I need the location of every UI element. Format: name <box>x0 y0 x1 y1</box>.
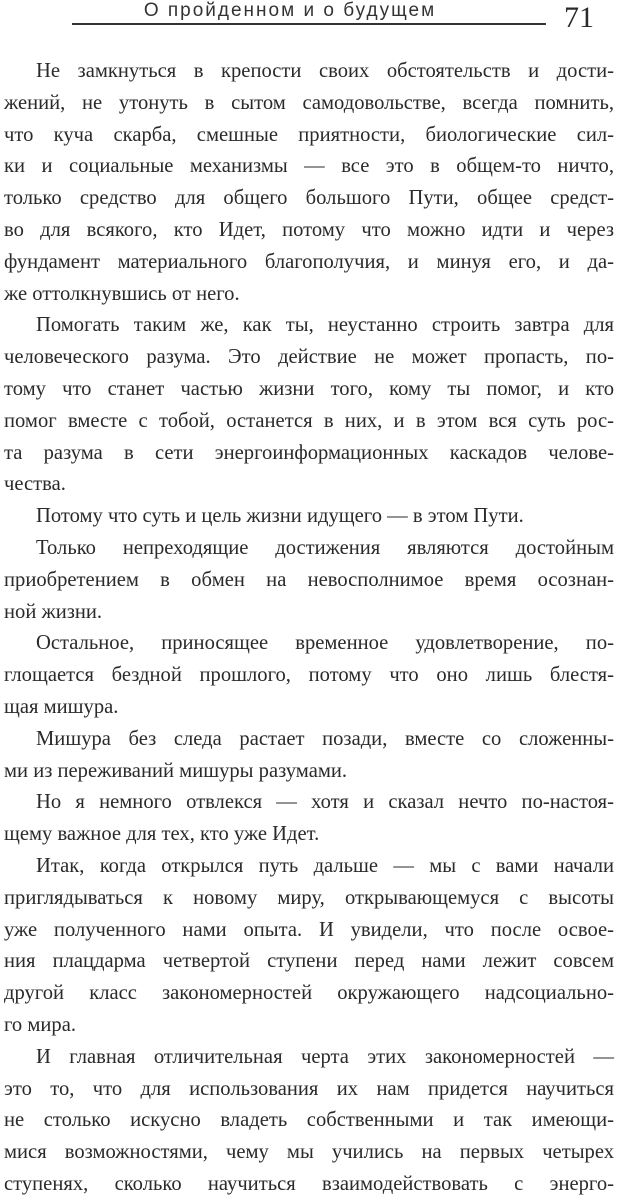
text-line: уже полученного нами опыта. И увидели, что после освое- <box>4 918 614 941</box>
text-line: помог вместе с тобой, останется в них, и в этом вся суть рос- <box>4 409 614 432</box>
text-line: только средство для общего большого Пути, общее средст- <box>4 187 614 210</box>
text-line: щему важное для тех, кто уже Идет. <box>4 823 320 846</box>
text-line: фундамент материального благополучия, и минуя его, и да- <box>4 250 614 273</box>
text-line: чества. <box>4 473 66 496</box>
page-number: 71 <box>564 1 594 34</box>
text-line: Потому что суть и цель жизни идущего — в этом Пути. <box>36 505 524 528</box>
text-line: щая мишура. <box>4 695 119 718</box>
text-line: ния плацдарма четвертой ступени перед нами лежит совсем <box>4 950 614 973</box>
text-line: тому что станет частью жизни того, кому ты помог, и кто <box>4 377 614 400</box>
text-line: не столько искусно владеть собственными и так имеющи- <box>4 1109 614 1132</box>
text-line: ми из переживаний мишуры разумами. <box>4 759 348 782</box>
running-title: О пройденном и о будущем <box>143 0 437 21</box>
text-line: другой класс закономерностей окружающего надсоциально- <box>4 982 614 1005</box>
text-line: И главная отличительная черта этих закономерностей — <box>36 1045 614 1068</box>
text-line: глощается бездной прошлого, потому что оно лишь блестя- <box>4 664 614 687</box>
text-line: человеческого разума. Это действие не может пропасть, по- <box>4 346 614 369</box>
text-line: Мишура без следа растает позади, вместе со сложенны- <box>36 727 614 750</box>
text-line: го мира. <box>4 1013 77 1036</box>
text-line: мися возможностями, чему мы учились на первых четырех <box>4 1141 614 1164</box>
text-line: Остальное, приносящее временное удовлетворение, по- <box>36 632 614 655</box>
text-line: Итак, когда открылся путь дальше — мы с вами начали <box>36 854 614 877</box>
text-line: Помогать таким же, как ты, неустанно строить завтра для <box>36 314 614 337</box>
text-line: во для всякого, кто Идет, потому что можно идти и через <box>4 218 614 241</box>
header-rule <box>72 23 546 25</box>
text-line: ступенях, сколько научиться взаимодействовать с энерго- <box>4 1172 614 1195</box>
text-line: жений, не утонуть в сытом самодовольстве, всегда помнить, <box>4 91 614 114</box>
page-header <box>0 0 620 40</box>
text-line: приобретением в обмен на невосполнимое время осознан- <box>4 568 614 591</box>
text-line: ной жизни. <box>4 600 103 623</box>
text-line: та разума в сети энергоинформационных каскадов челове- <box>4 441 614 464</box>
body-text <box>0 56 620 1201</box>
text-line: приглядываться к новому миру, открывающемуся с высоты <box>4 886 614 909</box>
text-line: Не замкнуться в крепости своих обстоятельств и дости- <box>36 60 614 82</box>
text-line: это то, что для использования их нам придется научиться <box>4 1077 614 1100</box>
text-line: Только непреходящие достижения являются достойным <box>36 536 614 559</box>
text-line: ки и социальные механизмы — все это в общем-то ничто, <box>4 155 614 178</box>
text-line: Но я немного отвлекся — хотя и сказал нечто по-настоя- <box>36 791 614 814</box>
text-line: что куча скарба, смешные приятности, биологические сил- <box>4 123 614 146</box>
text-line: же оттолкнувшись от него. <box>4 282 240 305</box>
